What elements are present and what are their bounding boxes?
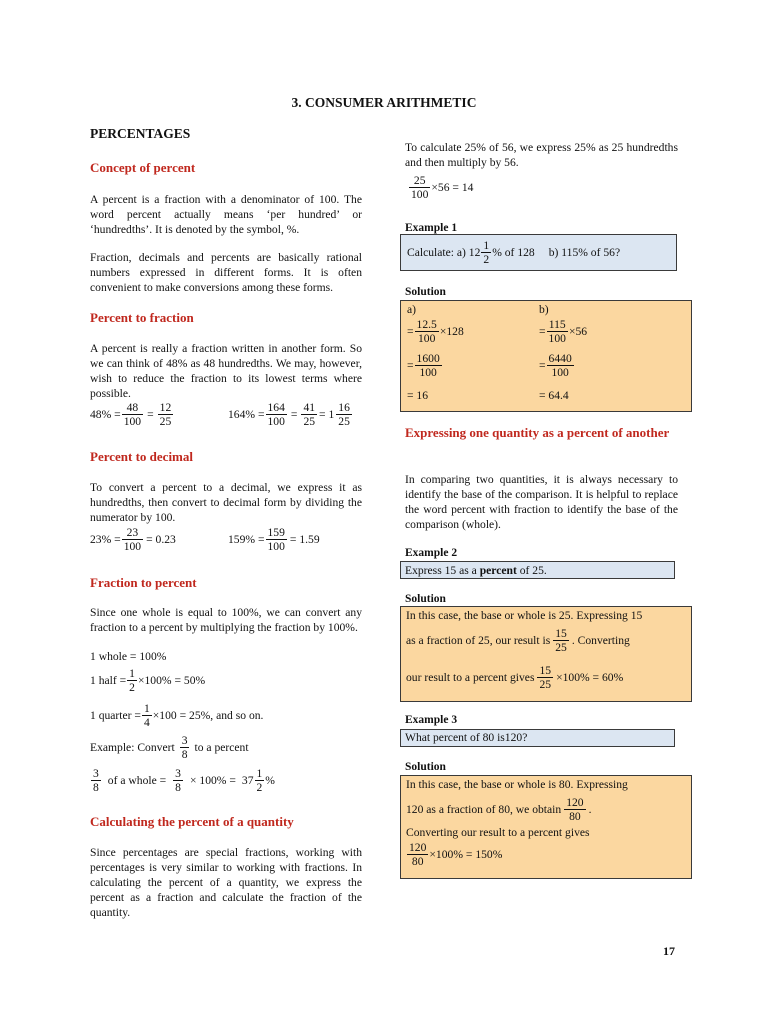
solution-3-box: [400, 775, 692, 879]
example-2-label: Example 2: [405, 547, 458, 559]
solution-2-box: [400, 606, 692, 702]
part-b-label: b): [539, 303, 549, 316]
heading-percent-to-fraction: Percent to fraction: [90, 310, 194, 325]
equation-159-percent: 159% = $\frac{159}{100}$ = 1.59: [228, 526, 320, 553]
heading-percent-to-decimal: Percent to decimal: [90, 449, 193, 464]
part-a-label: a): [407, 303, 417, 316]
one-whole-line: 1 whole = 100%: [90, 650, 167, 663]
example-3-box: What percent of 80 is120?: [400, 729, 675, 747]
heading-calculating-percent: Calculating the percent of a quantity: [90, 814, 294, 829]
part-b-step-2: = $\frac{6440}{100}$: [539, 352, 572, 379]
solution-1-box: [400, 300, 692, 412]
three-eighths-result: $\frac{3}{8}$ of a whole = $\frac{3}{8}$ × 100% = 37 $\frac{1}{2}$ %: [93, 767, 275, 794]
solution-3-line-4: $\frac{120}{80}$ ×100% = 150%: [409, 841, 503, 868]
solution-2-label: Solution: [405, 593, 446, 605]
solution-2-line-3: our result to a percent gives $\frac{15}{25}$ ×100% = 60%: [406, 664, 624, 691]
equation-164-percent: 164% = $\frac{164}{100}$ = $\frac{41}{25}$ = 1 $\frac{16}{25}$: [228, 401, 350, 428]
concept-paragraph-1: A percent is a fraction with a denominator of 100. The word percent actually means ‘per hundred’ or ‘hundredths’. It is denoted by the symbol, %.: [90, 193, 362, 236]
convert-example-line: Example: Convert $\frac{3}{8}$ to a percent: [90, 734, 249, 761]
solution-2-line-1: In this case, the base or whole is 25. Expressing 15: [406, 609, 643, 622]
heading-fraction-to-percent: Fraction to percent: [90, 575, 197, 590]
solution-3-label: Solution: [405, 761, 446, 773]
intro-equation: $\frac{25}{100}$ ×56 = 14: [411, 174, 474, 201]
intro-25-of-56-paragraph: To calculate 25% of 56, we express 25% as 25 hundredths and then multiply by 56.: [405, 141, 678, 169]
heading-concept-of-percent: Concept of percent: [90, 160, 196, 175]
example-1-box: Calculate: a) 12 $\frac{1}{2}$ % of 128 b) 115% of 56?: [400, 234, 677, 271]
expressing-paragraph: In comparing two quantities, it is always necessary to identify the base of the comparison. It is helpful to replace the word percent with fraction to identify the base of the comparison (whole).: [405, 473, 678, 531]
section-heading-percentages: PERCENTAGES: [90, 126, 191, 141]
equation-23-percent: 23% = $\frac{23}{100}$ = 0.23: [90, 526, 176, 553]
one-half-equation: 1 half = $\frac{1}{2}$ ×100% = 50%: [90, 667, 206, 694]
concept-paragraph-2: Fraction, decimals and percents are basically rational numbers expressed in different forms. It is often convenient to make conversions among these forms.: [90, 251, 362, 294]
percent-to-fraction-paragraph: A percent is really a fraction written in another form. So we can think of 48% as 48 hundredths. We may, however, wish to reduce the fraction to its lowest terms where possible.: [90, 342, 362, 400]
solution-2-line-2: as a fraction of 25, our result is $\frac{15}{25}$ . Converting: [406, 627, 630, 654]
part-b-result: = 64.4: [539, 389, 569, 402]
example-1-label: Example 1: [405, 222, 458, 234]
part-a-result: = 16: [407, 389, 429, 402]
calculating-percent-paragraph: Since percentages are special fractions, working with percentages is very similar to working with fractions. In calculating the percent of a quantity, we express the percent as a fraction and calculate the fraction of the quantity.: [90, 846, 362, 919]
page-number: 17: [663, 944, 675, 958]
percent-to-decimal-paragraph: To convert a percent to a decimal, we express it as hundredths, then convert to decimal form by dividing the numerator by 100.: [90, 481, 362, 524]
page-title: 3. CONSUMER ARITHMETIC: [291, 95, 477, 110]
solution-3-line-3: Converting our result to a percent gives: [406, 826, 590, 839]
solution-3-line-1: In this case, the base or whole is 80. Expressing: [406, 778, 628, 791]
part-a-step-2: = $\frac{1600}{100}$: [407, 352, 440, 379]
part-a-step-1: = $\frac{12.5}{100}$ ×128: [407, 318, 464, 345]
fraction-to-percent-paragraph: Since one whole is equal to 100%, we can convert any fraction to a percent by multiplying the fraction by 100%.: [90, 606, 362, 634]
heading-expressing-quantity: Expressing one quantity as a percent of another: [405, 425, 670, 440]
equation-48-percent: 48% = $\frac{48}{100}$ = $\frac{12}{25}$: [90, 401, 172, 428]
solution-3-line-2: 120 as a fraction of 80, we obtain $\frac{120}{80}$ .: [406, 796, 592, 823]
example-2-box: Express 15 as a percent of 25.: [400, 561, 675, 579]
one-quarter-equation: 1 quarter = $\frac{1}{4}$ ×100 = 25% , and so on.: [90, 702, 264, 729]
solution-1-label: Solution: [405, 286, 446, 298]
part-b-step-1: = $\frac{115}{100}$ ×56: [539, 318, 588, 345]
example-3-label: Example 3: [405, 714, 458, 726]
